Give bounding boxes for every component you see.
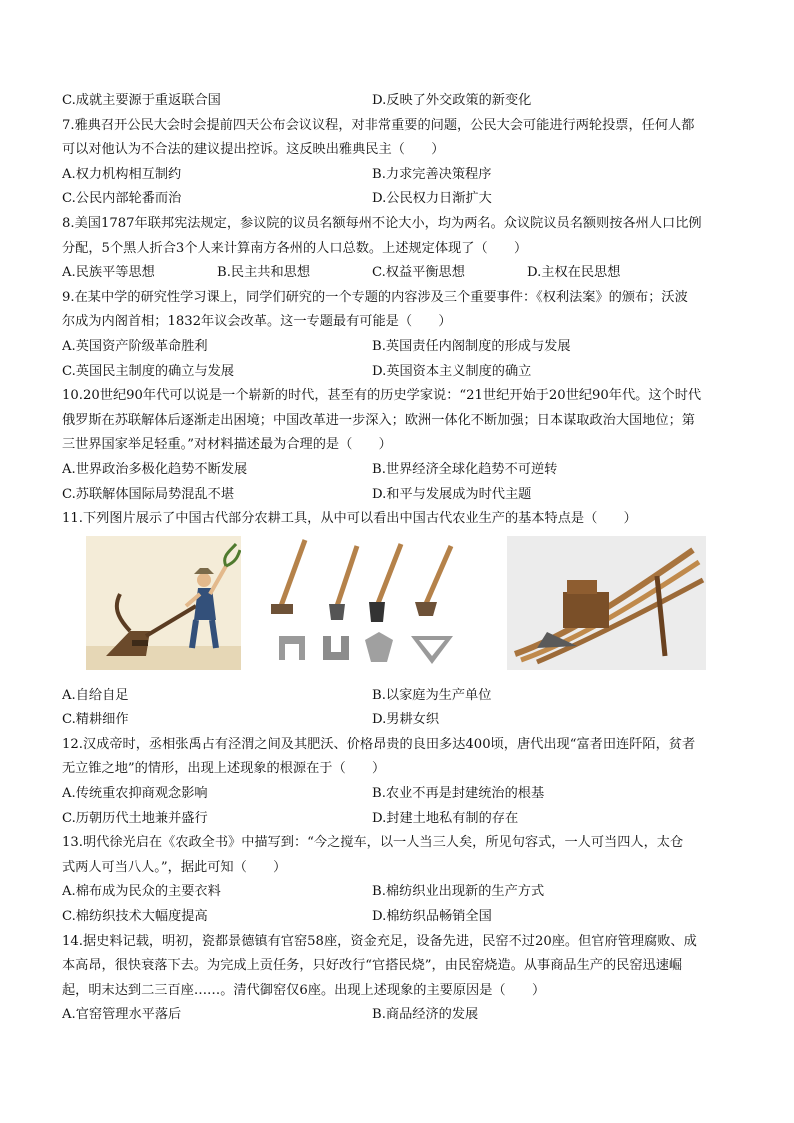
q11-stem-line1: 11.下列图片展示了中国古代部分农耕工具，从中可以看出中国古代农业生产的基本特点是（ ） (62, 511, 637, 527)
q9-stem-line1: 9.在某中学的研究性学习课上，同学们研究的一个专题的内容涉及三个重要事件：《权利法案》的颁布；沃波 (62, 289, 688, 305)
q11-image-row (62, 536, 738, 682)
q9-options-cd (62, 360, 738, 385)
q12-options-ab (62, 782, 738, 807)
q13-options-ab (62, 880, 738, 905)
q9-options-ab (62, 335, 738, 360)
q8-option-c[interactable]: C.权益平衡思想 (372, 265, 465, 281)
q6-option-c[interactable]: C.成就主要源于重返联合国 (62, 93, 221, 108)
q7-options-cd (62, 187, 738, 212)
q14-option-a[interactable]: A.官窑管理水平落后 (62, 1007, 182, 1023)
q7-option-b[interactable]: B.力求完善决策程序 (372, 166, 492, 182)
q7-option-d[interactable]: D.公民权力日渐扩大 (372, 191, 492, 207)
q14-stem-line1: 14.据史料记载，明初，瓷都景德镇有官窑58座，资金充足，设备先进，民窑不过20座。但官府管理腐败、成 (62, 933, 697, 949)
q10-option-d[interactable]: D.和平与发展成为时代主题 (372, 486, 532, 502)
exam-page (62, 89, 738, 1028)
q14-options-ab (62, 1003, 738, 1028)
q10-option-b[interactable]: B.世界经济全球化趋势不可逆转 (372, 461, 558, 477)
q13-option-a[interactable]: A.棉布成为民众的主要衣料 (62, 884, 221, 900)
q13-option-c[interactable]: C.棉纺织技术大幅度提高 (62, 909, 208, 925)
q8-stem-line2: 分配，5个黑人折合3个人来计算南方各州的人口总数。上述规定体现了（ ） (62, 240, 528, 256)
q9-option-c[interactable]: C.英国民主制度的确立与发展 (62, 363, 235, 379)
q13-stem-line2: 式两人可当八人。”，据此可知（ ） (62, 859, 287, 875)
q12-option-a[interactable]: A.传统重农抑商观念影响 (62, 786, 208, 802)
q11-option-b[interactable]: B.以家庭为生产单位 (372, 687, 492, 703)
q12-options-cd (62, 807, 738, 832)
q9-option-b[interactable]: B.英国责任内阁制度的形成与发展 (372, 338, 571, 354)
q12-option-c[interactable]: C.历朝历代土地兼并盛行 (62, 810, 208, 826)
q12-option-b[interactable]: B.农业不再是封建统治的根基 (372, 786, 545, 802)
q7-option-a[interactable]: A.权力机构相互制约 (62, 166, 182, 182)
q13-option-d[interactable]: D.棉纺织品畅销全国 (372, 909, 492, 925)
q11-option-a[interactable]: A.自给自足 (62, 687, 129, 703)
q6-options-cd (62, 89, 738, 114)
q11-option-d[interactable]: D.男耕女织 (372, 712, 440, 728)
q10-option-c[interactable]: C.苏联解体国际局势混乱不堪 (62, 486, 235, 502)
q8-option-b[interactable]: B.民主共和思想 (217, 265, 311, 281)
curved-plough-image (507, 536, 706, 670)
q12-option-d[interactable]: D.封建土地私有制的存在 (372, 810, 519, 826)
farming-tools-image (265, 536, 461, 670)
q11-option-c[interactable]: C.精耕细作 (62, 712, 129, 728)
q10-option-a[interactable]: A.世界政治多极化趋势不断发展 (62, 461, 248, 477)
q8-options (62, 261, 738, 286)
q10-stem-line2: 俄罗斯在苏联解体后逐渐走出困境；中国改革进一步深入；欧洲一体化不断加强；日本谋取政治大国地位；第 (62, 412, 695, 428)
q11-options-cd (62, 708, 738, 733)
q7-options-ab (62, 163, 738, 188)
q10-stem-line1: 10.20世纪90年代可以说是一个崭新的时代，甚至有的历史学家说：“21世纪开始于20世纪90年代。这个时代 (62, 388, 702, 404)
q13-option-b[interactable]: B.棉纺织业出现新的生产方式 (372, 884, 545, 900)
q8-option-a[interactable]: A.民族平等思想 (62, 265, 155, 281)
q14-stem-line2: 本高昂，很快衰落下去。为完成上贡任务，只好改行“官搭民烧”，由民窑烧造。从事商品生产的民窑迅速崛 (62, 958, 683, 974)
q13-stem-line1: 13.明代徐光启在《农政全书》中描写到：“今之搅车，以一人当三人矣，所见句容式，一人可当四人，太仓 (62, 835, 684, 851)
q9-option-d[interactable]: D.英国资本主义制度的确立 (372, 363, 532, 379)
q10-options-cd (62, 483, 738, 508)
q8-stem-line1: 8.美国1787年联邦宪法规定，参议院的议员名额每州不论大小，均为两名。众议院议员名额则按各州人口比例 (62, 215, 702, 231)
q9-option-a[interactable]: A.英国资产阶级革命胜利 (62, 338, 208, 354)
q9-stem-line2: 尔成为内阁首相；1832年议会改革。这一专题最有可能是（ ） (62, 314, 452, 330)
q7-stem-line1: 7.雅典召开公民大会时会提前四天公布会议议程，对非常重要的问题，公民大会可能进行两轮投票，任何人都 (62, 117, 695, 133)
q12-stem-line2: 无立锥之地”的情形，出现上述现象的根源在于（ ） (62, 761, 386, 777)
q11-options-ab (62, 684, 738, 709)
q7-stem-line2: 可以对他认为不合法的建议提出控诉。这反映出雅典民主（ ） (62, 142, 445, 158)
q12-stem-line1: 12.汉成帝时，丞相张禹占有泾渭之间及其肥沃、价格昂贵的良田多达400顷，唐代出现“富者田连阡陌，贫者 (62, 736, 696, 752)
q14-stem-line3: 起，明末达到二三百座……。清代御窑仅6座。出现上述现象的主要原因是（ ） (62, 982, 546, 998)
q14-option-b[interactable]: B.商品经济的发展 (372, 1007, 479, 1023)
q7-option-c[interactable]: C.公民内部轮番而治 (62, 191, 182, 207)
q10-stem-line3: 三世界国家举足轻重。”对材料描述最为合理的是（ ） (62, 437, 392, 453)
q10-options-ab (62, 458, 738, 483)
q6-option-d[interactable]: D.反映了外交政策的新变化 (372, 93, 532, 108)
q8-option-d[interactable]: D.主权在民思想 (527, 265, 621, 281)
q13-options-cd (62, 905, 738, 930)
farmer-plough-image (86, 536, 241, 670)
